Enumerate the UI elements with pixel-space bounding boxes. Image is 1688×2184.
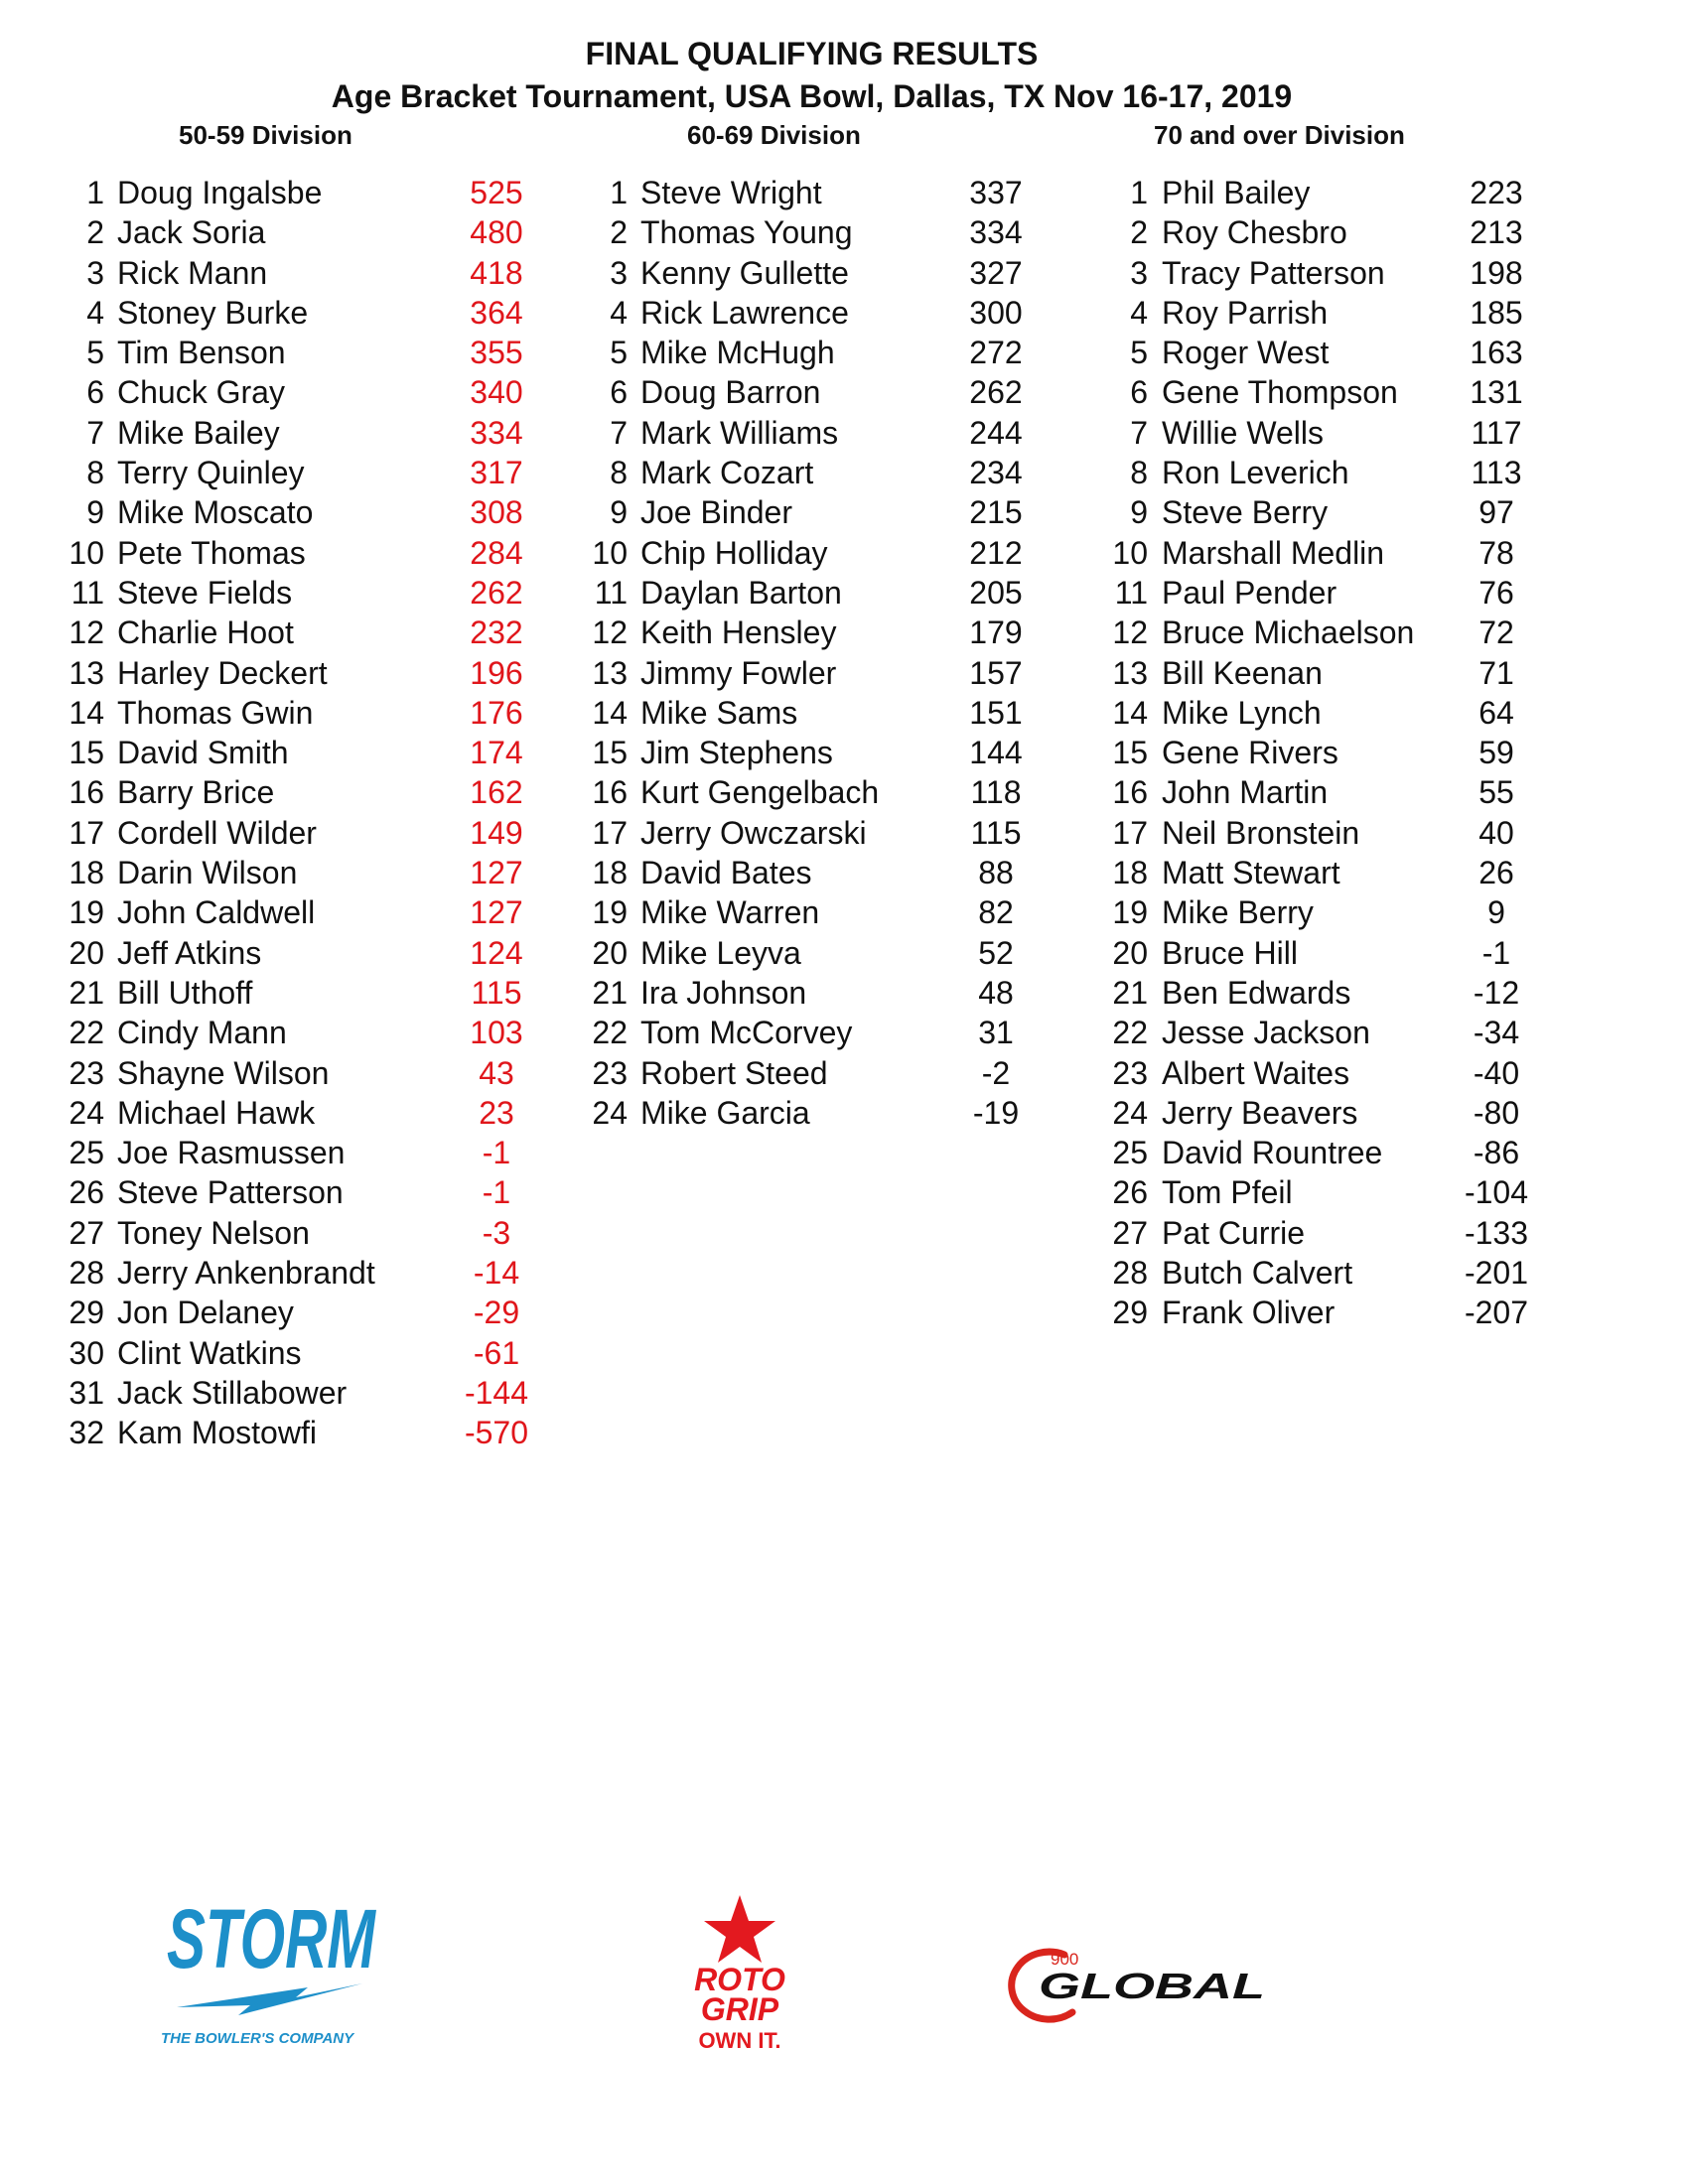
rank: 2 bbox=[610, 214, 628, 251]
rotogrip-tagline: OWN IT. bbox=[698, 2028, 781, 2053]
bowler-name: Stoney Burke bbox=[117, 294, 309, 331]
rank: 5 bbox=[610, 335, 628, 371]
score: 234 bbox=[969, 455, 1023, 491]
score: 232 bbox=[470, 614, 523, 651]
bowler-name: Tim Benson bbox=[117, 335, 286, 371]
score: -570 bbox=[464, 1415, 529, 1451]
bowler-name: Cordell Wilder bbox=[117, 814, 317, 851]
bowler-name: Mike Warren bbox=[640, 894, 820, 931]
bowler-name: Joe Binder bbox=[640, 494, 792, 531]
bowler-name: John Caldwell bbox=[117, 894, 316, 931]
score: 284 bbox=[470, 534, 523, 571]
score: 31 bbox=[978, 1015, 1014, 1051]
bowler-name: Tom Pfeil bbox=[1162, 1174, 1293, 1211]
score: 115 bbox=[471, 974, 522, 1011]
storm-tagline: THE BOWLER'S COMPANY bbox=[161, 2030, 354, 2047]
rank: 6 bbox=[86, 374, 104, 411]
score: 262 bbox=[969, 374, 1023, 411]
rank: 4 bbox=[86, 294, 104, 331]
star-icon bbox=[704, 1895, 775, 1963]
score: 198 bbox=[1470, 254, 1523, 291]
bowler-name: Mark Cozart bbox=[640, 455, 814, 491]
rank: 23 bbox=[69, 1054, 104, 1091]
bowler-name: Frank Oliver bbox=[1162, 1295, 1336, 1331]
rank: 16 bbox=[592, 774, 628, 811]
bowler-name: Michael Hawk bbox=[117, 1094, 316, 1131]
rotogrip-line1: ROTO bbox=[694, 1962, 785, 1997]
score: 340 bbox=[470, 374, 523, 411]
score: 151 bbox=[969, 694, 1023, 731]
rank: 9 bbox=[610, 494, 628, 531]
bowler-name: Jim Stephens bbox=[640, 735, 833, 771]
rank: 4 bbox=[610, 294, 628, 331]
bowler-name: David Bates bbox=[640, 855, 812, 891]
bowler-name: Shayne Wilson bbox=[117, 1054, 330, 1091]
bowler-name: Clint Watkins bbox=[117, 1334, 302, 1371]
rank: 20 bbox=[592, 934, 628, 971]
bowler-name: Jon Delaney bbox=[117, 1295, 294, 1331]
bowler-name: Matt Stewart bbox=[1162, 855, 1340, 891]
score: 174 bbox=[470, 735, 523, 771]
score: 525 bbox=[470, 175, 523, 210]
bowler-name: Thomas Young bbox=[640, 214, 853, 251]
rank: 7 bbox=[86, 414, 104, 451]
rank: 19 bbox=[592, 894, 628, 931]
bowler-name: Mike McHugh bbox=[640, 335, 835, 371]
score: 71 bbox=[1478, 654, 1514, 691]
rank: 1 bbox=[86, 175, 104, 210]
bowler-name: Jerry Owczarski bbox=[640, 814, 867, 851]
score: 76 bbox=[1478, 574, 1514, 611]
rank: 24 bbox=[592, 1094, 628, 1131]
global-900-logo bbox=[1013, 1941, 1291, 2020]
score: 179 bbox=[969, 614, 1023, 651]
bowler-name: Bill Uthoff bbox=[117, 974, 253, 1011]
score: -133 bbox=[1464, 1214, 1529, 1251]
bowler-name: Kam Mostowfi bbox=[117, 1415, 317, 1451]
bowler-name: Thomas Gwin bbox=[117, 694, 314, 731]
bowler-name: Steve Berry bbox=[1162, 494, 1329, 531]
score: -207 bbox=[1464, 1295, 1529, 1331]
score: 127 bbox=[470, 855, 523, 891]
rank: 13 bbox=[1112, 654, 1148, 691]
rank: 29 bbox=[69, 1295, 104, 1331]
bowler-name: Phil Bailey bbox=[1162, 175, 1311, 210]
rank: 25 bbox=[1112, 1135, 1148, 1171]
bowler-name: Tracy Patterson bbox=[1162, 254, 1385, 291]
score: 157 bbox=[969, 654, 1023, 691]
bowler-name: Butch Calvert bbox=[1162, 1255, 1353, 1292]
score: 103 bbox=[470, 1015, 523, 1051]
bowler-name: Marshall Medlin bbox=[1162, 534, 1385, 571]
global-wordmark: GLOBAL bbox=[1039, 1966, 1265, 2006]
rank: 8 bbox=[610, 455, 628, 491]
bowler-name: Charlie Hoot bbox=[117, 614, 294, 651]
score: 418 bbox=[470, 254, 523, 291]
rank: 22 bbox=[69, 1015, 104, 1051]
bowler-name: Mike Berry bbox=[1162, 894, 1314, 931]
rank: 29 bbox=[1112, 1295, 1148, 1331]
rotogrip-line2: GRIP bbox=[700, 1991, 779, 2027]
bowler-name: Rick Lawrence bbox=[640, 294, 849, 331]
bowler-name: Darin Wilson bbox=[117, 855, 298, 891]
rank: 13 bbox=[592, 654, 628, 691]
rank: 13 bbox=[69, 654, 104, 691]
bowler-name: Mike Lynch bbox=[1162, 694, 1322, 731]
rank: 16 bbox=[69, 774, 104, 811]
global-prefix: 900 bbox=[1051, 1950, 1079, 1969]
bowler-name: Mike Garcia bbox=[640, 1094, 810, 1131]
rank: 18 bbox=[1112, 855, 1148, 891]
bowler-name: Roy Chesbro bbox=[1162, 214, 1347, 251]
rank: 15 bbox=[69, 735, 104, 771]
score: 113 bbox=[1471, 455, 1522, 491]
rank: 10 bbox=[1112, 534, 1148, 571]
bowler-name: Bruce Michaelson bbox=[1162, 614, 1415, 651]
score: 127 bbox=[470, 894, 523, 931]
rank: 3 bbox=[1130, 254, 1148, 291]
rank: 18 bbox=[69, 855, 104, 891]
rank: 19 bbox=[69, 894, 104, 931]
rank: 14 bbox=[69, 694, 104, 731]
score: 72 bbox=[1478, 614, 1514, 651]
score: -34 bbox=[1473, 1015, 1520, 1051]
score: 26 bbox=[1478, 855, 1514, 891]
rank: 24 bbox=[1112, 1094, 1148, 1131]
rank: 2 bbox=[86, 214, 104, 251]
score: 124 bbox=[470, 934, 523, 971]
bowler-name: Harley Deckert bbox=[117, 654, 328, 691]
bowler-name: Steve Wright bbox=[640, 175, 822, 210]
score: 185 bbox=[1470, 294, 1523, 331]
score: 144 bbox=[969, 735, 1023, 771]
rank: 14 bbox=[592, 694, 628, 731]
rank: 31 bbox=[69, 1374, 104, 1411]
score: -1 bbox=[482, 1174, 511, 1211]
rank: 26 bbox=[1112, 1174, 1148, 1211]
rank: 27 bbox=[1112, 1214, 1148, 1251]
rank: 20 bbox=[69, 934, 104, 971]
rank: 8 bbox=[1130, 455, 1148, 491]
score: 337 bbox=[969, 175, 1023, 210]
score: 223 bbox=[1470, 175, 1523, 210]
score: 78 bbox=[1478, 534, 1514, 571]
rank: 21 bbox=[592, 974, 628, 1011]
score: -40 bbox=[1473, 1054, 1520, 1091]
score: -80 bbox=[1473, 1094, 1520, 1131]
bowler-name: Kenny Gullette bbox=[640, 254, 849, 291]
score: 162 bbox=[470, 774, 523, 811]
rank: 22 bbox=[592, 1015, 628, 1051]
score: -1 bbox=[1481, 934, 1511, 971]
score: 52 bbox=[978, 934, 1014, 971]
score: 355 bbox=[470, 335, 523, 371]
score: 272 bbox=[969, 335, 1023, 371]
rank: 7 bbox=[1130, 414, 1148, 451]
rank: 30 bbox=[69, 1334, 104, 1371]
score: 9 bbox=[1487, 894, 1505, 931]
bowler-name: Gene Rivers bbox=[1162, 735, 1338, 771]
bowler-name: Roy Parrish bbox=[1162, 294, 1329, 331]
bowler-name: Kurt Gengelbach bbox=[640, 774, 880, 811]
score: -12 bbox=[1473, 974, 1520, 1011]
bowler-name: Jack Soria bbox=[117, 214, 266, 251]
rank: 14 bbox=[1112, 694, 1148, 731]
score: 23 bbox=[479, 1094, 514, 1131]
score: 115 bbox=[970, 814, 1022, 851]
bowler-name: Roger West bbox=[1162, 335, 1330, 371]
rank: 3 bbox=[610, 254, 628, 291]
bowler-name: David Rountree bbox=[1162, 1135, 1383, 1171]
bowler-name: Ron Leverich bbox=[1162, 455, 1349, 491]
rank: 23 bbox=[1112, 1054, 1148, 1091]
score: 213 bbox=[1470, 214, 1523, 251]
rank: 4 bbox=[1130, 294, 1148, 331]
rank: 12 bbox=[592, 614, 628, 651]
score: 82 bbox=[978, 894, 1014, 931]
rank: 25 bbox=[69, 1135, 104, 1171]
score: -2 bbox=[981, 1054, 1011, 1091]
bowler-name: Doug Barron bbox=[640, 374, 821, 411]
score: -14 bbox=[473, 1255, 520, 1292]
bowler-name: Doug Ingalsbe bbox=[117, 175, 323, 210]
bowler-name: Ira Johnson bbox=[640, 974, 807, 1011]
rank: 15 bbox=[1112, 735, 1148, 771]
bowler-name: Mike Moscato bbox=[117, 494, 314, 531]
rank: 5 bbox=[1130, 335, 1148, 371]
bowler-name: Pete Thomas bbox=[117, 534, 306, 571]
storm-logo bbox=[159, 1886, 387, 2055]
rank: 5 bbox=[86, 335, 104, 371]
score: 59 bbox=[1478, 735, 1514, 771]
bowler-name: Pat Currie bbox=[1162, 1214, 1306, 1251]
bowler-name: Chuck Gray bbox=[117, 374, 285, 411]
score: 43 bbox=[479, 1054, 514, 1091]
rank: 28 bbox=[69, 1255, 104, 1292]
bowler-name: Mike Bailey bbox=[117, 414, 280, 451]
rank: 16 bbox=[1112, 774, 1148, 811]
bowler-name: Mike Sams bbox=[640, 694, 798, 731]
rank: 32 bbox=[69, 1415, 104, 1451]
bowler-name: Jerry Beavers bbox=[1162, 1094, 1358, 1131]
score: 480 bbox=[470, 214, 523, 251]
score: -1 bbox=[482, 1135, 511, 1171]
rank: 17 bbox=[592, 814, 628, 851]
score: -144 bbox=[464, 1374, 529, 1411]
score: -3 bbox=[482, 1214, 511, 1251]
bowler-name: David Smith bbox=[117, 735, 289, 771]
division-heading-50-59: 50-59 Division bbox=[179, 120, 352, 150]
rank: 10 bbox=[69, 534, 104, 571]
bowler-name: Gene Thompson bbox=[1162, 374, 1398, 411]
score: -29 bbox=[473, 1295, 520, 1331]
bowler-name: Keith Hensley bbox=[640, 614, 837, 651]
bowler-name: Steve Patterson bbox=[117, 1174, 344, 1211]
rank: 8 bbox=[86, 455, 104, 491]
bowler-name: Bill Keenan bbox=[1162, 654, 1323, 691]
rank: 1 bbox=[610, 175, 628, 210]
score: 48 bbox=[978, 974, 1014, 1011]
page-subtitle: Age Bracket Tournament, USA Bowl, Dallas, TX Nov 16-17, 2019 bbox=[331, 78, 1293, 114]
score: 300 bbox=[969, 294, 1023, 331]
bowler-name: Tom McCorvey bbox=[640, 1015, 853, 1051]
score: 88 bbox=[978, 855, 1014, 891]
rank: 6 bbox=[610, 374, 628, 411]
bowler-name: Jesse Jackson bbox=[1162, 1015, 1370, 1051]
rotogrip-logo bbox=[645, 1891, 834, 2055]
bowler-name: John Martin bbox=[1162, 774, 1329, 811]
rank: 7 bbox=[610, 414, 628, 451]
rank: 11 bbox=[70, 574, 104, 611]
rank: 6 bbox=[1130, 374, 1148, 411]
bowler-name: Jimmy Fowler bbox=[640, 654, 837, 691]
bowler-name: Ben Edwards bbox=[1162, 974, 1351, 1011]
score: 97 bbox=[1478, 494, 1514, 531]
rank: 11 bbox=[594, 574, 628, 611]
rank: 27 bbox=[69, 1214, 104, 1251]
bowler-name: Albert Waites bbox=[1162, 1054, 1350, 1091]
score: -201 bbox=[1464, 1255, 1529, 1292]
bowler-name: Mike Leyva bbox=[640, 934, 801, 971]
rank: 17 bbox=[69, 814, 104, 851]
storm-wordmark: STORM bbox=[167, 1892, 377, 1985]
rank: 10 bbox=[592, 534, 628, 571]
score: -86 bbox=[1473, 1135, 1520, 1171]
score: 55 bbox=[1478, 774, 1514, 811]
division-heading-70-over: 70 and over Division bbox=[1154, 120, 1405, 150]
score: 327 bbox=[969, 254, 1023, 291]
bowler-name: Barry Brice bbox=[117, 774, 275, 811]
score: 215 bbox=[969, 494, 1023, 531]
score: 334 bbox=[969, 214, 1023, 251]
score: 317 bbox=[470, 455, 523, 491]
score: 149 bbox=[470, 814, 523, 851]
rank: 23 bbox=[592, 1054, 628, 1091]
score: 40 bbox=[1478, 814, 1514, 851]
rank: 20 bbox=[1112, 934, 1148, 971]
bowler-name: Chip Holliday bbox=[640, 534, 828, 571]
bowler-name: Neil Bronstein bbox=[1162, 814, 1360, 851]
score: 262 bbox=[470, 574, 523, 611]
bowler-name: Terry Quinley bbox=[117, 455, 305, 491]
score: 118 bbox=[970, 774, 1022, 811]
score: 117 bbox=[1471, 414, 1522, 451]
rank: 26 bbox=[69, 1174, 104, 1211]
bowler-name: Jeff Atkins bbox=[117, 934, 262, 971]
score: 163 bbox=[1470, 335, 1523, 371]
score: -104 bbox=[1464, 1174, 1529, 1211]
score: 364 bbox=[470, 294, 523, 331]
rank: 22 bbox=[1112, 1015, 1148, 1051]
score: 205 bbox=[969, 574, 1023, 611]
rank: 3 bbox=[86, 254, 104, 291]
bowler-name: Paul Pender bbox=[1162, 574, 1337, 611]
bowler-name: Bruce Hill bbox=[1162, 934, 1298, 971]
rank: 12 bbox=[1112, 614, 1148, 651]
rank: 24 bbox=[69, 1094, 104, 1131]
score: -61 bbox=[473, 1334, 520, 1371]
rank: 17 bbox=[1112, 814, 1148, 851]
division-heading-60-69: 60-69 Division bbox=[687, 120, 861, 150]
rank: 21 bbox=[69, 974, 104, 1011]
rank: 28 bbox=[1112, 1255, 1148, 1292]
bowler-name: Cindy Mann bbox=[117, 1015, 287, 1051]
rank: 9 bbox=[86, 494, 104, 531]
score: 244 bbox=[969, 414, 1023, 451]
bowler-name: Robert Steed bbox=[640, 1054, 828, 1091]
score: 334 bbox=[470, 414, 523, 451]
score: 131 bbox=[1470, 374, 1523, 411]
bowler-name: Mark Williams bbox=[640, 414, 839, 451]
bowler-name: Steve Fields bbox=[117, 574, 293, 611]
rank: 15 bbox=[592, 735, 628, 771]
rank: 21 bbox=[1112, 974, 1148, 1011]
page-title: FINAL QUALIFYING RESULTS bbox=[585, 36, 1039, 71]
bowler-name: Willie Wells bbox=[1162, 414, 1324, 451]
bowler-name: Toney Nelson bbox=[117, 1214, 310, 1251]
rank: 12 bbox=[69, 614, 104, 651]
rank: 18 bbox=[592, 855, 628, 891]
score: 308 bbox=[470, 494, 523, 531]
rank: 9 bbox=[1130, 494, 1148, 531]
lightning-bolt-icon bbox=[177, 1983, 362, 2015]
rank: 11 bbox=[1114, 574, 1148, 611]
score: 212 bbox=[969, 534, 1023, 571]
score: 64 bbox=[1478, 694, 1514, 731]
bowler-name: Daylan Barton bbox=[640, 574, 842, 611]
score: 196 bbox=[470, 654, 523, 691]
bowler-name: Jack Stillabower bbox=[117, 1374, 348, 1411]
rank: 1 bbox=[1130, 175, 1148, 210]
bowler-name: Rick Mann bbox=[117, 254, 268, 291]
score: 176 bbox=[470, 694, 523, 731]
score: -19 bbox=[972, 1094, 1020, 1131]
bowler-name: Joe Rasmussen bbox=[117, 1135, 346, 1171]
rank: 19 bbox=[1112, 894, 1148, 931]
rank: 2 bbox=[1130, 214, 1148, 251]
bowler-name: Jerry Ankenbrandt bbox=[117, 1255, 375, 1292]
